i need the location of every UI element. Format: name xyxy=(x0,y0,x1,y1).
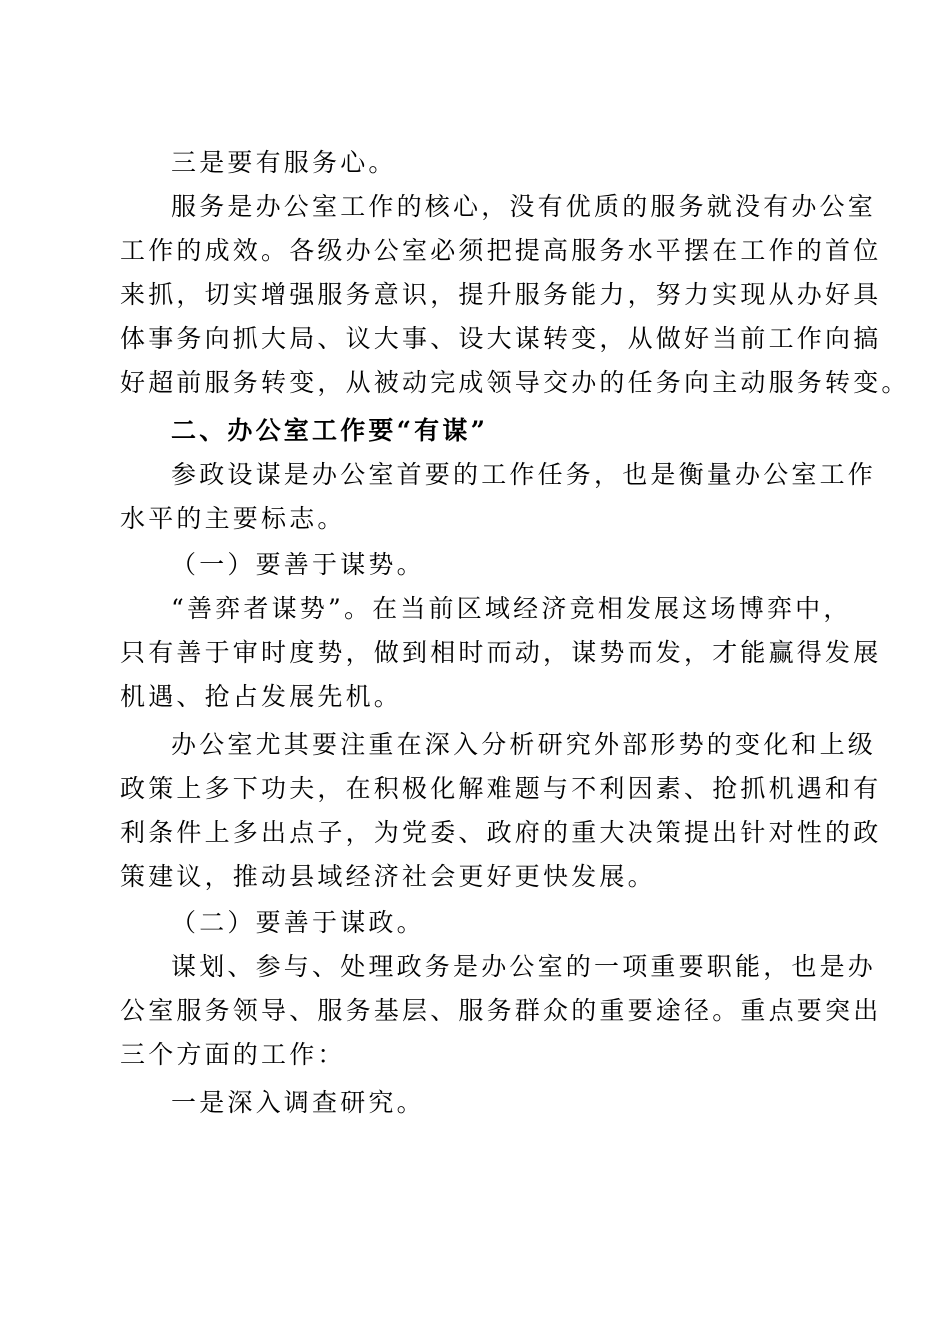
paragraph-line: 水平的主要标志。 xyxy=(120,504,346,533)
paragraph-line: 政策上多下功夫，在积极化解难题与不利因素、抢抓机遇和有 xyxy=(120,774,882,803)
subheading-research: 一是深入调查研究。 xyxy=(171,1088,425,1117)
paragraph-line: 谋划、参与、处理政务是办公室的一项重要职能，也是办 xyxy=(171,952,877,981)
paragraph-line: 只有善于审时度势，做到相时而动，谋势而发，才能赢得发展 xyxy=(120,638,882,667)
paragraph-line: 参政设谋是办公室首要的工作任务，也是衡量办公室工作 xyxy=(171,460,877,489)
paragraph-line: 服务是办公室工作的核心，没有优质的服务就没有办公室 xyxy=(171,192,877,221)
section-heading: 二、办公室工作要“有谋” xyxy=(171,416,489,445)
paragraph-line: 三个方面的工作： xyxy=(120,1040,346,1069)
paragraph-line: 公室服务领导、服务基层、服务群众的重要途径。重点要突出 xyxy=(120,996,882,1025)
paragraph-line: 体事务向抓大局、议大事、设大谋转变，从做好当前工作向搞 xyxy=(120,324,882,353)
paragraph-line: “善弈者谋势”。在当前区域经济竞相发展这场博弈中， xyxy=(171,594,852,623)
paragraph-line: 策建议，推动县域经济社会更好更快发展。 xyxy=(120,862,656,891)
paragraph-line: 好超前服务转变，从被动完成领导交办的任务向主动服务转变。 xyxy=(120,368,910,397)
paragraph-line: 利条件上多出点子，为党委、政府的重大决策提出针对性的政 xyxy=(120,818,882,847)
paragraph-line: 工作的成效。各级办公室必须把提高服务水平摆在工作的首位 xyxy=(120,236,882,265)
paragraph-line: 来抓，切实增强服务意识，提升服务能力，努力实现从办好具 xyxy=(120,280,882,309)
subsection-heading: （一）要善于谋势。 xyxy=(171,550,425,579)
paragraph-line: 办公室尤其要注重在深入分析研究外部形势的变化和上级 xyxy=(171,730,877,759)
subsection-heading: （二）要善于谋政。 xyxy=(171,908,425,937)
paragraph-line: 机遇、抢占发展先机。 xyxy=(120,682,403,711)
subheading-serve: 三是要有服务心。 xyxy=(171,148,397,177)
